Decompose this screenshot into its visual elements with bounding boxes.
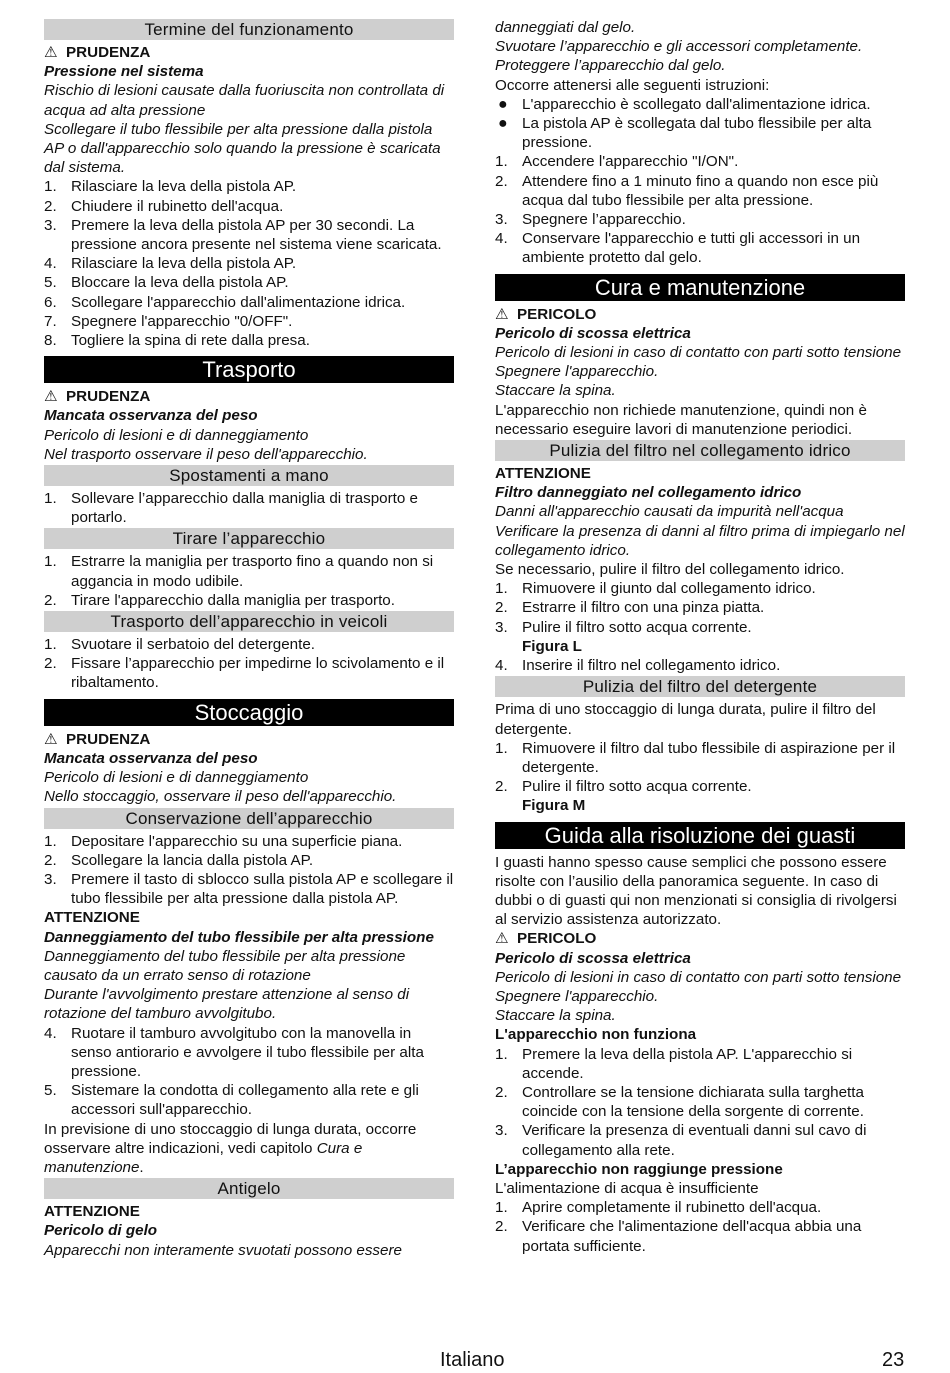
subheading: L'apparecchio non funziona <box>495 1026 697 1044</box>
list-item <box>44 635 454 654</box>
paragraph: Prima di uno stoccaggio di lunga durata, pulire il filtro del detergente. <box>495 701 876 738</box>
bullet-dot-icon: ● <box>498 115 508 133</box>
list-item-text: Chiudere il rubinetto dell'acqua. <box>71 197 284 215</box>
warning-text: Nello stoccaggio, osservare il peso dell'apparecchio. <box>44 788 397 806</box>
list-item-text: Pulire il filtro sotto acqua corrente. <box>522 618 752 636</box>
warning-text: Scollegare il tubo flessibile per alta pressione dalla pistola AP o dall'apparecchio solo quando la pressione è scaricata dal sistema. <box>44 120 441 177</box>
list-item-number: 2. <box>495 172 508 190</box>
list-item <box>495 1121 905 1159</box>
list-item-text: Pulire il filtro sotto acqua corrente. <box>522 778 752 796</box>
step-list <box>495 1198 905 1256</box>
step-list <box>44 1024 454 1120</box>
warning-text: Pericolo di lesioni e di danneggiamento <box>44 769 309 787</box>
list-item <box>495 210 905 229</box>
warning-label: ⚠ PERICOLO <box>495 930 597 948</box>
list-item-text: Premere la leva della pistola AP per 30 secondi. La pressione ancora presente nel sistema viene scaricata. <box>71 216 442 254</box>
list-item-text: Accendere l'apparecchio "I/ON". <box>522 153 739 171</box>
list-item-text: Spegnere l'apparecchio "0/OFF". <box>71 312 293 330</box>
list-item <box>44 591 454 610</box>
step-list <box>44 552 454 610</box>
warning-triangle-icon: ⚠ <box>44 388 58 406</box>
list-item-number: 2. <box>495 1083 508 1101</box>
list-item <box>44 832 454 851</box>
chapter-heading: Trasporto <box>44 356 454 383</box>
bullet-text: La pistola AP è scollegata dal tubo flessibile per alta pressione. <box>522 115 872 152</box>
list-item-number: 1. <box>495 1199 508 1217</box>
list-item-text: Sistemare la condotta di collegamento alla rete e gli accessori sull'apparecchio. <box>71 1082 419 1119</box>
list-item-number: 5. <box>44 274 57 292</box>
chapter-heading: Stoccaggio <box>44 699 454 726</box>
chapter-heading: Guida alla risoluzione dei guasti <box>495 822 905 849</box>
step-list <box>495 579 905 637</box>
list-item <box>495 229 905 267</box>
list-item-number: 3. <box>44 870 57 888</box>
figure-reference: Figura L <box>522 637 582 655</box>
bullet-text: L'apparecchio è scollegato dall'alimentazione idrica. <box>522 95 871 113</box>
step-list <box>44 489 454 527</box>
list-item-text: Verificare la presenza di eventuali danni sul cavo di collegamento alla rete. <box>522 1122 867 1159</box>
list-item-number: 4. <box>495 230 508 248</box>
list-item <box>495 739 905 777</box>
warning-title: Pressione nel sistema <box>44 63 204 81</box>
bullet-list <box>495 95 905 153</box>
list-item <box>495 152 905 171</box>
warning-text: Proteggere l’apparecchio dal gelo. <box>495 57 726 75</box>
list-item-number: 2. <box>44 197 57 215</box>
list-item-number: 1. <box>44 832 57 850</box>
warning-label: ⚠ PERICOLO <box>495 305 597 323</box>
warning-text: Danneggiamento del tubo flessibile per alta pressione causato da un errato senso di rotazione <box>44 947 406 984</box>
list-item <box>44 552 454 590</box>
list-item-number: 2. <box>495 778 508 796</box>
list-item <box>44 293 454 312</box>
list-item-text: Premere il tasto di sblocco sulla pistola AP e scollegare il tubo flessibile per alta pressione dalla pistola AP. <box>71 870 454 908</box>
list-item-text: Scollegare l'apparecchio dall'alimentazione idrica. <box>71 293 406 311</box>
step-list <box>44 832 454 909</box>
warning-text: Staccare la spina. <box>495 382 616 400</box>
list-item <box>495 656 905 675</box>
list-item-text: Controllare se la tensione dichiarata sulla targhetta coincide con la tensione della sorgente di corrente. <box>522 1083 864 1121</box>
list-item-text: Estrarre il filtro con una pinza piatta. <box>522 599 765 617</box>
list-item <box>44 489 454 527</box>
warning-label: ⚠ PRUDENZA <box>44 730 151 748</box>
warning-triangle-icon: ⚠ <box>44 730 58 748</box>
list-item-number: 4. <box>495 657 508 675</box>
warning-text: Spegnere l'apparecchio. <box>495 363 659 381</box>
list-item <box>495 1198 905 1217</box>
warning-text: Spegnere l'apparecchio. <box>495 987 659 1005</box>
list-item-number: 3. <box>495 618 508 636</box>
list-item-number: 2. <box>495 1218 508 1236</box>
list-item-number: 1. <box>44 636 57 654</box>
paragraph: Occorre attenersi alle seguenti istruzioni: <box>495 76 770 94</box>
warning-text: Pericolo di lesioni in caso di contatto con parti sotto tensione <box>495 968 902 986</box>
warning-text: Svuotare l’apparecchio e gli accessori completamente. <box>495 38 863 56</box>
list-item-text: Fissare l’apparecchio per impedirne lo scivolamento e il ribaltamento. <box>71 655 445 692</box>
list-item-number: 4. <box>44 1024 57 1042</box>
list-item <box>44 216 454 254</box>
list-item-text: Rilasciare la leva della pistola AP. <box>71 255 297 273</box>
list-item-number: 1. <box>495 1045 508 1063</box>
list-item-number: 1. <box>495 580 508 598</box>
warning-text: Rischio di lesioni causate dalla fuoriuscita non controllata di acqua ad alta pressione <box>44 82 445 119</box>
list-item-text: Bloccare la leva della pistola AP. <box>71 274 289 292</box>
list-item-text: Estrarre la maniglia per trasporto fino a quando non si aggancia in modo udibile. <box>71 553 434 590</box>
list-item <box>44 870 454 908</box>
list-item <box>44 851 454 870</box>
page-number: 23 <box>882 1349 905 1371</box>
warning-triangle-icon: ⚠ <box>495 930 509 948</box>
list-item <box>495 172 905 210</box>
section-heading: Conservazione dell’apparecchio <box>44 808 454 829</box>
warning-triangle-icon: ⚠ <box>495 305 509 323</box>
list-item <box>44 1024 454 1082</box>
list-item-number: 3. <box>495 211 508 229</box>
warning-label: ⚠ PRUDENZA <box>44 44 151 61</box>
bullet-dot-icon: ● <box>498 95 508 113</box>
step-list <box>495 656 905 675</box>
paragraph: I guasti hanno spesso cause semplici che possono essere risolte con l’ausilio della panoramica seguente. In caso di dubbi o di guasti qui non menzionati si consiglia di rivolgersi al servizio assistenza autorizzato. <box>495 853 897 929</box>
warning-text: Durante l'avvolgimento prestare attenzione al senso di rotazione del tamburo avvolgitubo. <box>44 986 410 1023</box>
list-item-number: 6. <box>44 293 57 311</box>
section-heading: Termine del funzionamento <box>44 19 454 40</box>
paragraph: L'apparecchio non richiede manutenzione, quindi non è necessario eseguire lavori di manutenzione periodici. <box>495 401 867 438</box>
list-item-text: Togliere la spina di rete dalla presa. <box>71 332 310 350</box>
warning-text: Pericolo di lesioni in caso di contatto con parti sotto tensione <box>495 344 902 362</box>
list-item <box>495 1217 905 1255</box>
section-heading: Pulizia del filtro nel collegamento idrico <box>495 440 905 461</box>
bullet-item <box>495 114 905 152</box>
list-item-number: 1. <box>44 490 57 508</box>
right-column <box>495 18 905 1256</box>
list-item <box>44 331 454 350</box>
section-heading: Pulizia del filtro del detergente <box>495 676 905 697</box>
list-item-number: 2. <box>44 591 57 609</box>
list-item-number: 1. <box>495 739 508 757</box>
figure-reference: Figura M <box>522 797 586 815</box>
section-heading: Trasporto dell’apparecchio in veicoli <box>44 611 454 632</box>
chapter-heading: Cura e manutenzione <box>495 274 905 301</box>
step-list <box>495 152 905 267</box>
list-item <box>495 1045 905 1083</box>
left-column <box>44 18 454 1260</box>
warning-text: Apparecchi non interamente svuotati possono essere <box>44 1241 402 1259</box>
paragraph: In previsione di uno stoccaggio di lunga durata, occorre osservare altre indicazioni, vedi capitolo Cura e manutenzione. <box>44 1120 417 1176</box>
list-item <box>495 618 905 637</box>
paragraph: L'alimentazione di acqua è insufficiente <box>495 1179 759 1197</box>
list-item-number: 1. <box>44 178 57 196</box>
warning-title: Mancata osservanza del peso <box>44 749 258 767</box>
list-item-text: Spegnere l’apparecchio. <box>522 211 686 229</box>
paragraph: Se necessario, pulire il filtro del collegamento idrico. <box>495 561 845 579</box>
warning-title: Mancata osservanza del peso <box>44 407 258 425</box>
step-list <box>495 739 905 797</box>
list-item-text: Rilasciare la leva della pistola AP. <box>71 178 297 196</box>
list-item-text: Premere la leva della pistola AP. L'apparecchio si accende. <box>522 1045 853 1082</box>
step-list <box>44 177 454 350</box>
section-heading: Tirare l’apparecchio <box>44 528 454 549</box>
warning-text: danneggiati dal gelo. <box>495 19 636 36</box>
list-item <box>44 654 454 692</box>
chapter-reference: Cura e manutenzione <box>44 1139 363 1176</box>
list-item-number: 8. <box>44 332 57 350</box>
list-item <box>495 579 905 598</box>
list-item-number: 2. <box>44 655 57 673</box>
subheading: L’apparecchio non raggiunge pressione <box>495 1160 783 1178</box>
list-item <box>495 777 905 796</box>
list-item-text: Scollegare la lancia dalla pistola AP. <box>71 851 314 869</box>
list-item-number: 2. <box>495 599 508 617</box>
list-item <box>44 197 454 216</box>
warning-title: Filtro danneggiato nel collegamento idrico <box>495 484 802 502</box>
warning-text: Nel trasporto osservare il peso dell'apparecchio. <box>44 445 368 463</box>
footer-language: Italiano <box>440 1349 505 1371</box>
warning-title: Pericolo di gelo <box>44 1222 158 1240</box>
warning-triangle-icon: ⚠ <box>44 44 58 61</box>
attention-label: ATTENZIONE <box>44 1203 140 1221</box>
list-item-number: 2. <box>44 851 57 869</box>
step-list <box>495 1045 905 1160</box>
list-item-text: Inserire il filtro nel collegamento idrico. <box>522 657 781 675</box>
list-item-text: Sollevare l’apparecchio dalla maniglia di trasporto e portarlo. <box>71 490 418 527</box>
warning-title: Danneggiamento del tubo flessibile per alta pressione <box>44 928 434 946</box>
list-item-number: 5. <box>44 1082 57 1100</box>
list-item-text: Rimuovere il filtro dal tubo flessibile di aspirazione per il detergente. <box>522 739 896 776</box>
warning-title: Pericolo di scossa elettrica <box>495 324 691 342</box>
step-list <box>44 635 454 693</box>
warning-title: Pericolo di scossa elettrica <box>495 949 691 967</box>
warning-text: Staccare la spina. <box>495 1007 616 1025</box>
warning-text: Verificare la presenza di danni al filtro prima di impiegarlo nel collegamento idrico. <box>495 522 905 559</box>
list-item-text: Verificare che l'alimentazione dell'acqua abbia una portata sufficiente. <box>522 1218 862 1255</box>
section-heading: Antigelo <box>44 1178 454 1199</box>
list-item-text: Depositare l'apparecchio su una superficie piana. <box>71 832 403 850</box>
list-item <box>44 177 454 196</box>
list-item <box>495 1083 905 1121</box>
attention-label: ATTENZIONE <box>495 465 591 483</box>
warning-text: Danni all'apparecchio causati da impurità nell'acqua <box>495 503 844 521</box>
list-item-text: Conservare l'apparecchio e tutti gli accessori in un ambiente protetto dal gelo. <box>522 230 861 267</box>
list-item-number: 4. <box>44 255 57 273</box>
list-item-text: Aprire completamente il rubinetto dell'acqua. <box>522 1199 822 1217</box>
list-item-number: 1. <box>495 153 508 171</box>
list-item <box>44 1081 454 1119</box>
list-item-text: Rimuovere il giunto dal collegamento idrico. <box>522 580 816 598</box>
list-item-text: Attendere fino a 1 minuto fino a quando non esce più acqua dal tubo flessibile per alta pressione. <box>522 172 879 209</box>
section-heading: Spostamenti a mano <box>44 465 454 486</box>
list-item-number: 3. <box>495 1122 508 1140</box>
list-item-number: 1. <box>44 553 57 571</box>
list-item <box>495 598 905 617</box>
warning-text: Pericolo di lesioni e di danneggiamento <box>44 426 309 444</box>
list-item-number: 3. <box>44 216 57 234</box>
list-item-text: Ruotare il tamburo avvolgitubo con la manovella in senso antiorario e avvolgere il tubo flessibile per alta pressione. <box>71 1024 424 1080</box>
list-item <box>44 273 454 292</box>
list-item <box>44 312 454 331</box>
warning-label: ⚠ PRUDENZA <box>44 388 151 406</box>
list-item-number: 7. <box>44 312 57 330</box>
list-item <box>44 254 454 273</box>
bullet-item <box>495 95 905 114</box>
attention-label: ATTENZIONE <box>44 909 140 927</box>
list-item-text: Tirare l'apparecchio dalla maniglia per trasporto. <box>71 591 395 609</box>
list-item-text: Svuotare il serbatoio del detergente. <box>71 636 316 654</box>
